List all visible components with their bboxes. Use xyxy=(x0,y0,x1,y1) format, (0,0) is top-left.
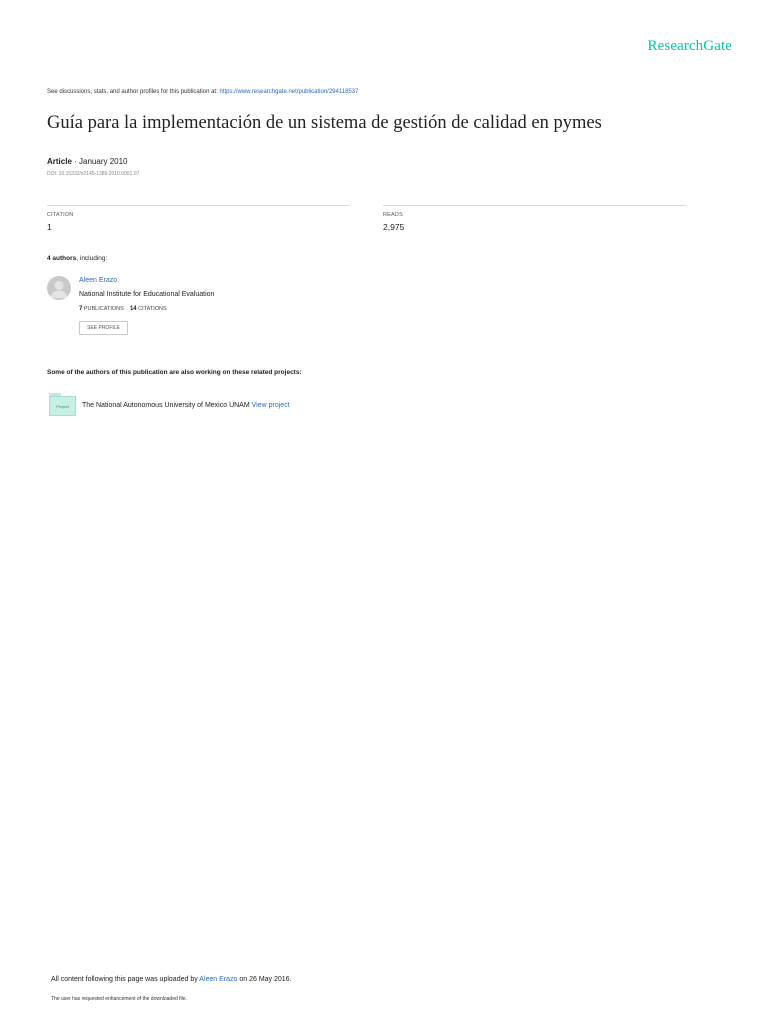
researchgate-logo[interactable]: ResearchGate xyxy=(647,38,732,54)
publication-meta xyxy=(47,157,128,166)
author-avatar-icon[interactable] xyxy=(47,276,71,300)
meta-separator: · xyxy=(71,157,80,166)
reads-value: 2,975 xyxy=(383,222,405,232)
see-discussions-text: See discussions, stats, and author profiles for this publication at: xyxy=(47,89,218,95)
author-citations-label: CITATIONS xyxy=(138,306,167,312)
reads-divider xyxy=(383,205,686,206)
publication-title: Guía para la implementación de un sistema de gestión de calidad en pymes xyxy=(47,113,602,133)
upload-suffix: on 26 May 2016. xyxy=(239,976,292,983)
project-row xyxy=(82,402,290,409)
view-project-link[interactable]: View project xyxy=(251,402,290,409)
see-discussions-line xyxy=(47,89,358,95)
publication-url-link[interactable]: https://www.researchgate.net/publication/294118537 xyxy=(219,89,359,95)
publication-doi: DOI: 10.15332/s2145-1389.2010.0001.07 xyxy=(47,171,140,177)
citation-label: CITATION xyxy=(47,212,74,218)
project-folder-icon[interactable] xyxy=(49,393,76,416)
publication-type: Article xyxy=(47,157,72,166)
authors-count: 4 authors xyxy=(47,255,77,262)
see-profile-button[interactable]: SEE PROFILE xyxy=(79,321,128,335)
project-name: The National Autonomous University of Mexico UNAM xyxy=(82,402,250,409)
upload-prefix: All content following this page was uploaded by xyxy=(51,976,198,983)
authors-including: , including: xyxy=(76,255,108,262)
footer-note: The user has requested enhancement of the downloaded file. xyxy=(51,996,187,1002)
authors-count-line xyxy=(47,255,107,262)
publication-date: January 2010 xyxy=(79,157,128,166)
author-name-link[interactable]: Aleen Erazo xyxy=(79,277,118,284)
folder-body xyxy=(49,396,76,416)
author-citations-count: 14 xyxy=(129,306,137,312)
author-publications-label: PUBLICATIONS xyxy=(83,306,124,312)
citation-divider xyxy=(47,205,349,206)
author-institution: National Institute for Educational Evaluation xyxy=(79,291,215,298)
reads-label: READS xyxy=(383,212,403,218)
project-icon-label: Project xyxy=(56,403,69,409)
footer-upload-line xyxy=(51,976,292,983)
uploader-link[interactable]: Aleen Erazo xyxy=(199,976,238,983)
author-publications-count: 7 xyxy=(79,306,83,312)
related-projects-heading: Some of the authors of this publication are also working on these related projects: xyxy=(47,369,302,376)
citation-value: 1 xyxy=(47,222,52,232)
author-stats xyxy=(79,306,167,312)
